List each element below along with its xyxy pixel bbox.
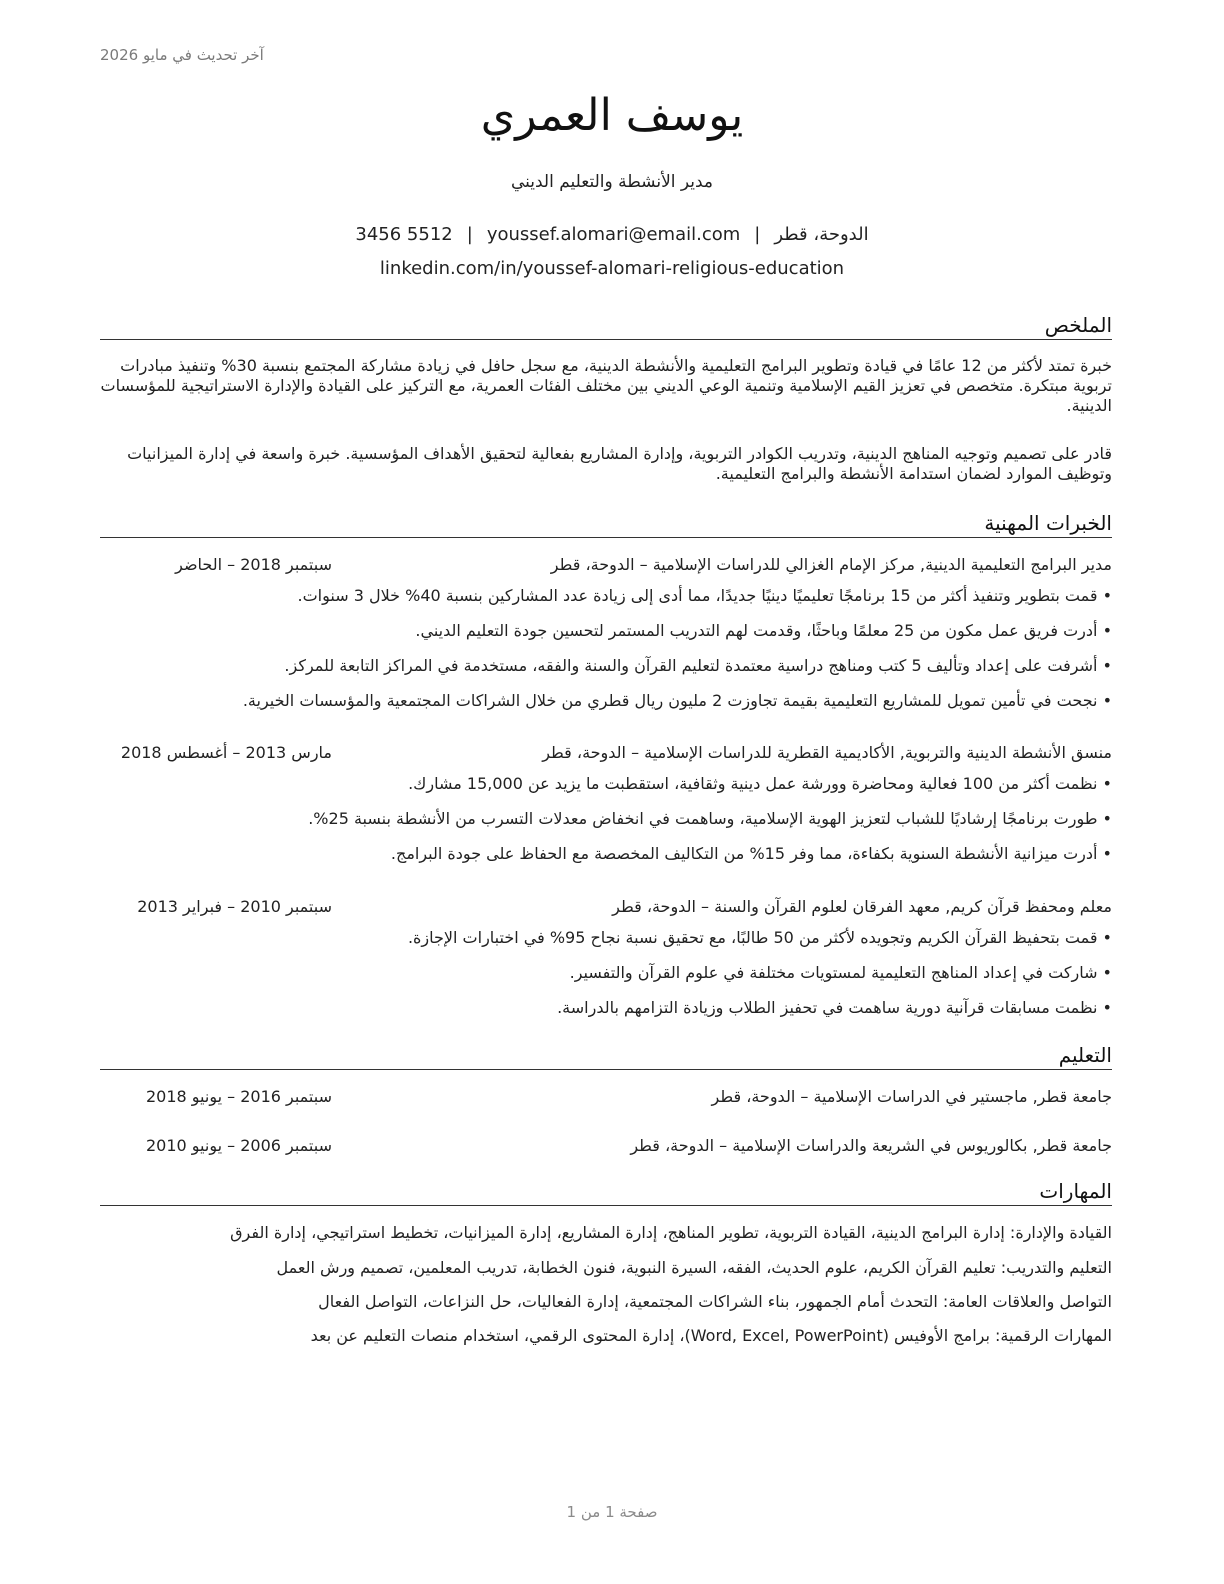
summary-paragraph-1: خبرة تمتد لأكثر من 12 عامًا في قيادة وتطوير البرامج التعليمية والأنشطة الدينية، مع سجل حافل في زيادة مشاركة المجتمع بنسبة 30% وتنفيذ مبادرات تربوية مبتكرة. متخصص في تعزيز القيم الإسلامية وتنمية الوعي الديني بين مختلف الفئات العمرية، مع التركيز على القيادة والإدارة الاستراتيجية للمؤسسات الدينية. — [100, 356, 1112, 415]
location-text: الدوحة، قطر — [774, 224, 869, 245]
page-number: صفحة 1 من 1 — [566, 1503, 658, 1521]
degree-title: جامعة قطر, ماجستير في الدراسات الإسلامية – الدوحة، قطر — [711, 1087, 1112, 1106]
skills-heading: المهارات — [100, 1178, 1112, 1206]
education-heading: التعليم — [100, 1042, 1112, 1070]
job-bullet: • نظمت أكثر من 100 فعالية ومحاضرة وورشة عمل دينية وثقافية، استقطبت ما يزيد عن 15,000 مشارك. — [408, 774, 1112, 793]
skill-line: المهارات الرقمية: برامج الأوفيس (Word, Excel, PowerPoint)، إدارة المحتوى الرقمي، استخدام منصات التعليم عن بعد — [310, 1326, 1112, 1345]
last-updated-note: آخر تحديث في مايو 2026 — [100, 46, 264, 64]
job-dates: سبتمبر 2010 – فبراير 2013 — [137, 897, 332, 916]
contact-separator: | — [754, 224, 761, 245]
job-bullet: • قمت بتطوير وتنفيذ أكثر من 15 برنامجًا تعليميًا دينيًا جديدًا، مما أدى إلى زيادة عدد المشاركين بنسبة 40% خلال 3 سنوات. — [297, 586, 1112, 605]
phone-number: 3456 5512 — [355, 224, 453, 245]
summary-paragraph-2: قادر على تصميم وتوجيه المناهج الدينية، وتدريب الكوادر التربوية، وإدارة المشاريع بفعالية لتحقيق الأهداف المؤسسية. خبرة واسعة في إدارة الميزانيات وتوظيف الموارد لضمان استدامة الأنشطة والبرامج التعليمية. — [127, 444, 1112, 483]
job-dates: مارس 2013 – أغسطس 2018 — [120, 743, 332, 762]
email-link[interactable]: youssef.alomari@email.com — [486, 224, 741, 245]
job-header — [100, 555, 1112, 577]
skill-line: القيادة والإدارة: إدارة البرامج الدينية، القيادة التربوية، تطوير المناهج، إدارة المشاريع، إدارة الميزانيات، تخطيط استراتيجي، إدارة الفرق — [230, 1223, 1112, 1242]
education-entry — [100, 1136, 1112, 1158]
job-bullet: • أشرفت على إعداد وتأليف 5 كتب ومناهج دراسية معتمدة لتعليم القرآن والسنة والفقه، مستخدمة في المراكز التابعة للمركز. — [284, 656, 1112, 675]
job-bullet: • قمت بتحفيظ القرآن الكريم وتجويده لأكثر من 50 طالبًا، مع تحقيق نسبة نجاح 95% في اختبارات الإجازة. — [407, 928, 1112, 947]
candidate-name: يوسف العمري — [480, 90, 744, 141]
job-bullet: • نظمت مسابقات قرآنية دورية ساهمت في تحفيز الطلاب وزيادة التزامهم بالدراسة. — [557, 998, 1112, 1017]
job-dates: سبتمبر 2018 – الحاضر — [175, 555, 332, 574]
skill-line: التواصل والعلاقات العامة: التحدث أمام الجمهور، بناء الشراكات المجتمعية، إدارة الفعاليات، حل النزاعات، التواصل الفعال — [318, 1292, 1112, 1311]
job-header — [100, 743, 1112, 765]
job-bullet: • طورت برنامجًا إرشاديًا للشباب لتعزيز الهوية الإسلامية، وساهمت في انخفاض معدلات التسرب من الأنشطة بنسبة 25%. — [308, 809, 1112, 828]
experience-heading: الخبرات المهنية — [100, 510, 1112, 538]
candidate-role: مدير الأنشطة والتعليم الديني — [510, 172, 714, 192]
skill-line: التعليم والتدريب: تعليم القرآن الكريم، علوم الحديث، الفقه، السيرة النبوية، فنون الخطابة، تدريب المعلمين، تصميم ورش العمل — [276, 1258, 1112, 1277]
linkedin-link[interactable]: linkedin.com/in/youssef-alomari-religious-education — [379, 258, 845, 279]
degree-title: جامعة قطر, بكالوريوس في الشريعة والدراسات الإسلامية – الدوحة، قطر — [630, 1136, 1112, 1155]
job-bullet: • شاركت في إعداد المناهج التعليمية لمستويات مختلفة في علوم القرآن والتفسير. — [569, 963, 1112, 982]
degree-dates: سبتمبر 2016 – يونيو 2018 — [145, 1087, 332, 1106]
degree-dates: سبتمبر 2006 – يونيو 2010 — [145, 1136, 332, 1155]
job-header — [100, 897, 1112, 919]
job-title: مدير البرامج التعليمية الدينية, مركز الإمام الغزالي للدراسات الإسلامية – الدوحة، قطر — [550, 555, 1112, 574]
education-entry — [100, 1087, 1112, 1109]
summary-heading: الملخص — [100, 312, 1112, 340]
job-bullet: • نجحت في تأمين تمويل للمشاريع التعليمية بقيمة تجاوزت 2 مليون ريال قطري من خلال الشراكات المجتمعية والمؤسسات الخيرية. — [242, 691, 1112, 710]
contact-line — [0, 224, 1224, 245]
job-bullet: • أدرت فريق عمل مكون من 25 معلمًا وباحثًا، وقدمت لهم التدريب المستمر لتحسين جودة التعليم الديني. — [415, 621, 1112, 640]
job-title: معلم ومحفظ قرآن كريم, معهد الفرقان لعلوم القرآن والسنة – الدوحة، قطر — [612, 897, 1112, 916]
job-bullet: • أدرت ميزانية الأنشطة السنوية بكفاءة، مما وفر 15% من التكاليف المخصصة مع الحفاظ على جودة البرامج. — [390, 844, 1112, 863]
contact-separator: | — [466, 224, 473, 245]
job-title: منسق الأنشطة الدينية والتربوية, الأكاديمية القطرية للدراسات الإسلامية – الدوحة، قطر — [542, 743, 1112, 762]
